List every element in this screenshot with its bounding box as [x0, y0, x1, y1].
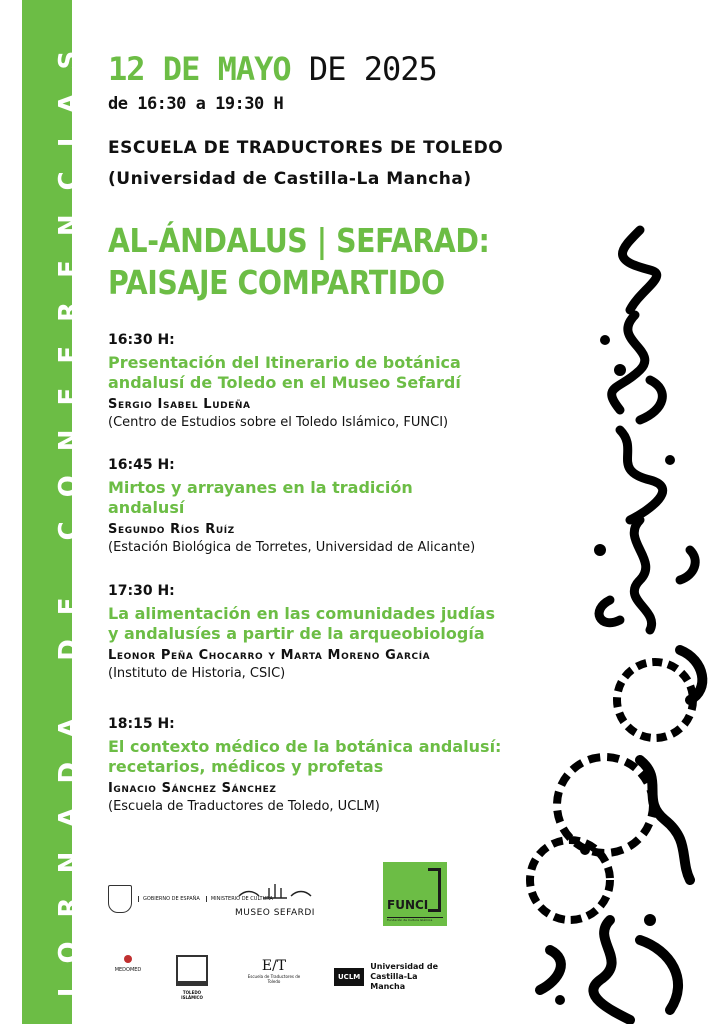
medomed-dot-icon — [124, 955, 132, 963]
session-1 — [108, 332, 548, 430]
date-year: DE 2025 — [308, 50, 437, 88]
session-title — [108, 604, 548, 644]
venue-name: ESCUELA DE TRADUCTORES DE TOLEDO — [108, 138, 504, 158]
venue — [108, 133, 503, 195]
date-highlight: 12 DE MAYO — [108, 50, 291, 88]
uclm-name — [370, 962, 454, 992]
session-title-line2: andalusí — [108, 498, 185, 517]
ett-mark: E/T — [261, 958, 287, 974]
medomed-logo — [108, 955, 148, 999]
session-affiliation: (Escuela de Traductores de Toledo, UCLM) — [108, 799, 380, 814]
session-title — [108, 353, 548, 393]
session-time: 17:30 H: — [108, 583, 175, 599]
event-date — [108, 50, 437, 88]
session-speaker: Leonor Peña Chocarro y Marta Moreno García — [108, 648, 431, 663]
session-speaker: Segundo Ríos Ruíz — [108, 522, 235, 537]
session-title — [108, 478, 548, 518]
session-time: 16:30 H: — [108, 332, 175, 348]
uclm-line1: Universidad de — [370, 962, 439, 971]
museo-label: MUSEO SEFARDI — [235, 908, 315, 918]
session-title-line2: andalusí de Toledo en el Museo Sefardí — [108, 373, 461, 392]
venue-institution: (Universidad de Castilla-La Mancha) — [108, 169, 472, 189]
session-title-line1: La alimentación en las comunidades judías — [108, 604, 495, 623]
session-3 — [108, 583, 548, 681]
vertical-title: JORNADA DE CONFERENCIAS — [54, 26, 84, 998]
sidebar-band — [22, 0, 84, 1024]
session-time: 18:15 H: — [108, 716, 175, 732]
session-title-line1: Presentación del Itinerario de botánica — [108, 353, 461, 372]
main-title-line2: PAISAJE COMPARTIDO — [108, 263, 445, 302]
session-time: 16:45 H: — [108, 457, 175, 473]
session-title-line2: recetarios, médicos y profetas — [108, 757, 384, 776]
session-4 — [108, 716, 548, 814]
session-speaker: Ignacio Sánchez Sánchez — [108, 781, 277, 796]
toledo-label: TOLEDO ISLÁMICO — [181, 990, 203, 1000]
event-time: de 16:30 a 19:30 H — [108, 94, 284, 114]
ministerio-label: MINISTERIO DE CULTURA — [206, 896, 273, 902]
toledo-islamico-logo — [172, 955, 212, 999]
session-title-line2: y andalusíes a partir de la arqueobiología — [108, 624, 485, 643]
session-affiliation: (Estación Biológica de Torretes, Universidad de Alicante) — [108, 540, 476, 555]
uclm-line2: Castilla-La Mancha — [370, 972, 418, 991]
uclm-logo — [334, 962, 454, 991]
toledo-building-icon — [176, 955, 208, 986]
session-title-line1: El contexto médico de la botánica andalusí: — [108, 737, 502, 756]
medomed-label: MEDOMED — [114, 967, 142, 973]
funci-label: FUNCI — [387, 898, 429, 912]
session-title-line1: Mirtos y arrayanes en la tradición — [108, 478, 413, 497]
museo-sefardi-logo — [230, 880, 320, 924]
main-title — [108, 220, 489, 304]
coat-of-arms-icon — [108, 885, 132, 913]
funci-logo — [383, 862, 447, 926]
funci-mark-icon — [428, 868, 441, 912]
session-speaker: Sergio Isabel Ludeña — [108, 397, 251, 412]
gobierno-label: GOBIERNO DE ESPAÑA — [138, 896, 200, 902]
museo-birds-icon — [235, 880, 315, 902]
session-affiliation: (Centro de Estudios sobre el Toledo Islámico, FUNCI) — [108, 415, 449, 430]
session-affiliation: (Instituto de Historia, CSIC) — [108, 666, 286, 681]
ett-logo — [244, 958, 304, 998]
session-title — [108, 737, 548, 777]
main-title-line1: AL-ÁNDALUS | SEFARAD: — [108, 221, 490, 260]
session-2 — [108, 457, 548, 555]
uclm-mark: UCLM — [334, 968, 364, 986]
funci-sublabel: Fundación de Cultura Islámica — [387, 917, 443, 922]
ett-sublabel: Escuela de Traductores de Toledo — [247, 974, 301, 984]
calligraphy-artwork — [490, 220, 724, 1024]
